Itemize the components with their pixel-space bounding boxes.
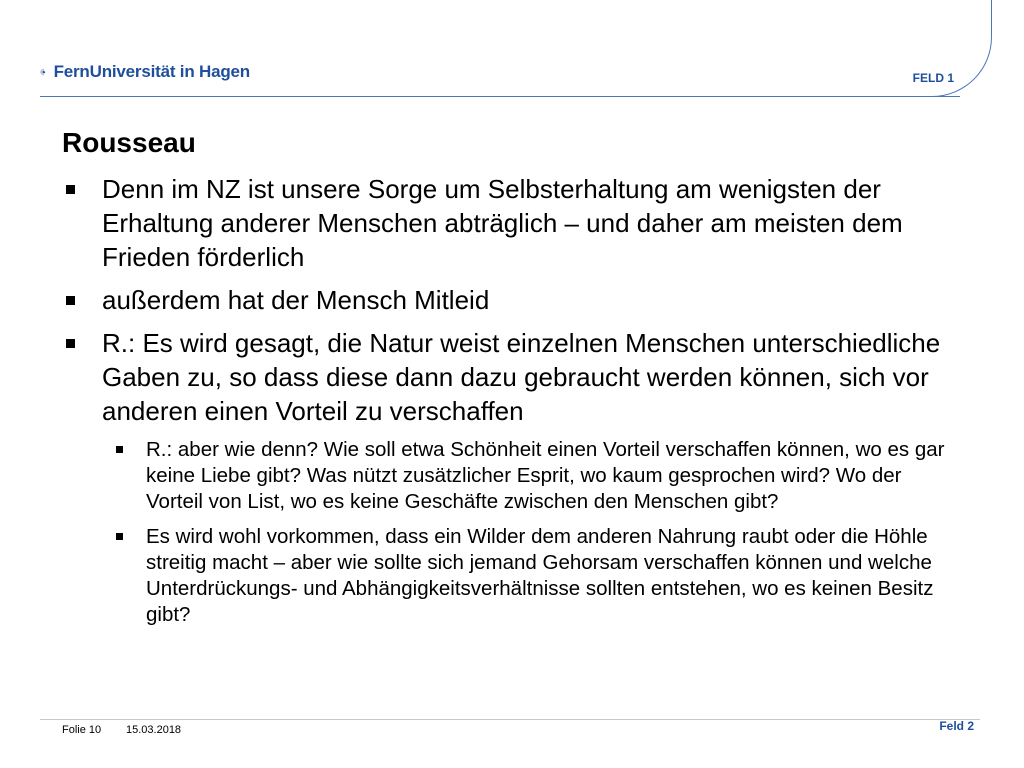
square-bullet-icon xyxy=(116,446,123,453)
square-bullet-icon xyxy=(116,533,123,540)
header-field-label: FELD 1 xyxy=(912,71,954,85)
logo-text: FernUniversität in Hagen xyxy=(53,62,250,81)
footer-slide-number: Folie 10 xyxy=(62,724,102,736)
square-bullet-icon xyxy=(66,296,75,305)
fernuni-logo-icon xyxy=(40,52,48,92)
square-bullet-icon xyxy=(66,339,75,348)
subbullet-text: Es wird wohl vorkommen, dass ein Wilder dem anderen Nahrung raubt oder die Höhle streitig macht – aber wie sollte sich jemand Gehorsam verschaffen können und welche Unterdrückungs- und Abhängigkeitsverhältnisse sollten entstehen, wo es keinen Besitz gibt? xyxy=(146,525,934,626)
footer-divider xyxy=(40,719,980,720)
bullet-item xyxy=(62,283,962,317)
subbullet-item xyxy=(62,437,962,515)
header-divider xyxy=(40,96,960,97)
footer-field-label: Feld 2 xyxy=(939,719,974,733)
subbullet-text: R.: aber wie denn? Wie soll etwa Schönheit einen Vorteil verschaffen können, wo es gar keine Liebe gibt? Was nützt zusätzlicher Esprit, wo kaum gesprochen wird? Wo der Vorteil von List, wo es keine Geschäfte zwischen den Menschen gibt? xyxy=(146,438,945,513)
university-logo xyxy=(40,52,250,92)
subbullet-item xyxy=(62,524,962,628)
slide-body xyxy=(62,172,962,637)
square-bullet-icon xyxy=(66,185,75,194)
bullet-text: R.: Es wird gesagt, die Natur weist einzelnen Menschen unterschiedliche Gaben zu, so dass diese dann dazu gebraucht werden können, sich vor anderen einen Vorteil zu verschaffen xyxy=(102,328,941,426)
bullet-item xyxy=(62,172,962,274)
slide-title: Rousseau xyxy=(62,127,196,158)
bullet-text: Denn im NZ ist unsere Sorge um Selbsterhaltung am wenigsten der Erhaltung anderer Menschen abträglich – und daher am meisten dem Frieden förderlich xyxy=(102,174,903,272)
footer-date: 15.03.2018 xyxy=(126,724,182,736)
bullet-text: außerdem hat der Mensch Mitleid xyxy=(102,285,490,315)
bullet-item xyxy=(62,326,962,428)
